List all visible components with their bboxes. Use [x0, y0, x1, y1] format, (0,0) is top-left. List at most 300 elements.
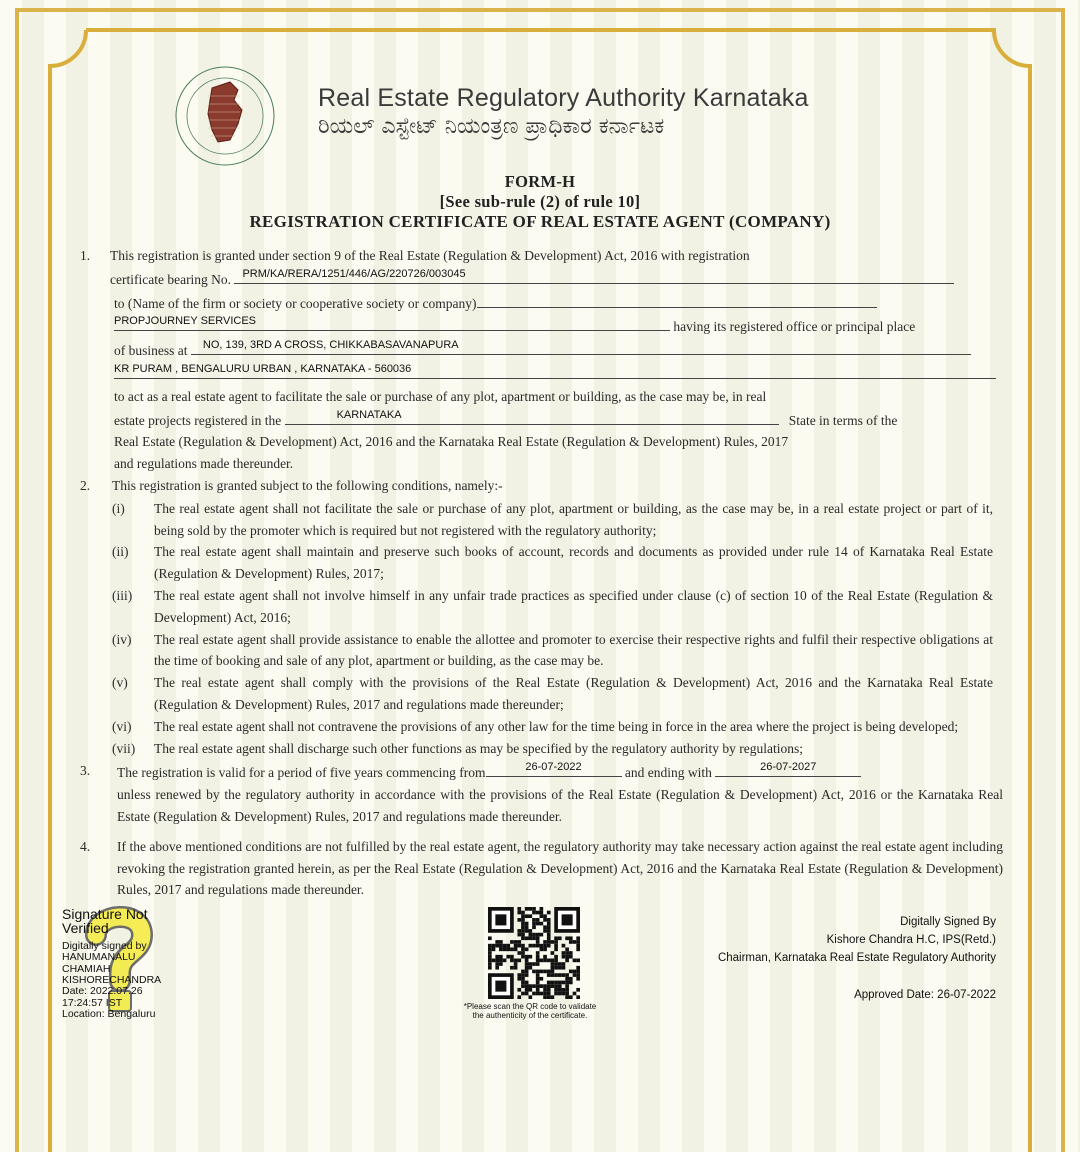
ending-label: and ending with: [624, 765, 712, 781]
qr-module: [488, 948, 492, 952]
condition-label: (v): [112, 675, 128, 691]
qr-module: [517, 959, 521, 963]
qr-module: [547, 940, 551, 944]
qr-module: [547, 981, 551, 985]
qr-module: [495, 940, 499, 944]
qr-module: [547, 929, 551, 933]
qr-module: [547, 944, 551, 948]
qr-module: [540, 948, 544, 952]
condition-item: [112, 738, 993, 760]
qr-module: [525, 922, 529, 926]
qr-module: [558, 973, 562, 977]
qr-module: [569, 977, 573, 981]
qr-module: [499, 959, 503, 963]
signatory-block: [718, 913, 996, 967]
qr-module: [517, 940, 521, 944]
qr-module: [521, 992, 525, 996]
qr-module: [562, 955, 566, 959]
qr-module: [488, 944, 492, 948]
qr-module: [554, 981, 558, 985]
signed-by-label: Digitally Signed By: [900, 916, 996, 929]
qr-module: [528, 944, 532, 948]
qr-module: [565, 951, 569, 955]
qr-module: [510, 955, 514, 959]
qr-module: [528, 988, 532, 992]
qr-module: [525, 988, 529, 992]
qr-module: [536, 918, 540, 922]
qr-note: [440, 1002, 620, 1020]
qr-module: [547, 922, 551, 926]
signatory-designation: Chairman, Karnataka Real Estate Regulatory Authority: [717, 952, 996, 965]
start-date-value: 26-07-2022: [525, 761, 582, 774]
qr-module: [551, 966, 555, 970]
qr-module: [547, 988, 551, 992]
section-2: [0, 475, 1080, 759]
qr-note-line: *Please scan the QR code to validate: [463, 1002, 597, 1012]
section-3: [0, 760, 1080, 827]
qr-module: [565, 973, 569, 977]
qr-module: [573, 940, 577, 944]
approved-date: Approved Date: 26-07-2022: [854, 989, 996, 1002]
qr-module: [528, 962, 532, 966]
address-value-2: KR PURAM , BENGALURU URBAN , KARNATAKA - 560036: [114, 362, 412, 375]
qr-module: [576, 940, 580, 944]
form-heading: [0, 172, 1080, 232]
reg-no-field: [234, 267, 954, 284]
qr-module: [506, 948, 510, 952]
qr-module: [569, 995, 573, 999]
qr-module: [495, 962, 499, 966]
qr-module: [551, 940, 555, 944]
qr-module: [528, 914, 532, 918]
qr-module: [495, 959, 499, 963]
qr-finder: [495, 914, 506, 925]
authority-title-kannada: ರಿಯಲ್ ಎಸ್ಟೇಟ್ ನಿಯಂತ್ರಣ ಪ್ರಾಧಿಕಾರ ಕರ್ನಾಟಕ: [318, 114, 665, 139]
qr-module: [565, 992, 569, 996]
qr-module: [506, 955, 510, 959]
validity-label: The registration is valid for a period of five years commencing from: [117, 765, 486, 781]
qr-module: [528, 937, 532, 941]
qr-module: [499, 944, 503, 948]
signatory-name: Kishore Chandra H.C, IPS(Retd.): [826, 934, 996, 947]
qr-module: [569, 940, 573, 944]
qr-module: [565, 948, 569, 952]
qr-module: [536, 911, 540, 915]
condition-item: [112, 585, 993, 629]
firm-label-fill: [477, 291, 877, 308]
signature-line: 17:24:57 IST: [62, 996, 123, 1009]
qr-module: [492, 959, 496, 963]
qr-module: [565, 981, 569, 985]
qr-module: [547, 918, 551, 922]
qr-module: [543, 959, 547, 963]
qr-module: [532, 922, 536, 926]
qr-module: [536, 977, 540, 981]
firm-name-value: PROPJOURNEY SERVICES: [114, 315, 257, 328]
qr-module: [536, 962, 540, 966]
qr-module: [554, 940, 558, 944]
qr-module: [551, 962, 555, 966]
qr-module: [517, 988, 521, 992]
qr-module: [576, 970, 580, 974]
qr-module: [547, 992, 551, 996]
certificate-body: [0, 245, 1080, 1042]
qr-module: [562, 966, 566, 970]
qr-module: [547, 970, 551, 974]
qr-module: [562, 962, 566, 966]
qr-module: [514, 948, 518, 952]
qr-module: [517, 918, 521, 922]
qr-module: [536, 937, 540, 941]
qr-module: [510, 940, 514, 944]
qr-module: [554, 966, 558, 970]
state-line: [114, 408, 1080, 432]
qr-module: [495, 966, 499, 970]
address-field-1: [191, 338, 971, 355]
qr-module: [536, 933, 540, 937]
qr-module: [536, 955, 540, 959]
condition-text: The real estate agent shall not facilitate the sale or purchase of any plot, apartment or building, as the case may be, in a real estate project or part of it, being sold by the promoter which is required but not registered with the regulatory authority;: [154, 500, 993, 538]
qr-module: [517, 951, 521, 955]
qr-module: [488, 959, 492, 963]
qr-module: [543, 914, 547, 918]
state-field: [285, 408, 779, 425]
condition-text: The real estate agent shall not contravene the provisions of any other law for the time being in force in the area where the project is being developed;: [154, 718, 959, 734]
qr-module: [528, 995, 532, 999]
section-1-number: 1.: [80, 248, 91, 263]
conditions-intro: This registration is granted subject to the following conditions, namely:-: [112, 477, 503, 493]
qr-module: [510, 948, 514, 952]
qr-module: [532, 926, 536, 930]
qr-module: [521, 955, 525, 959]
qr-module: [569, 955, 573, 959]
qr-module: [569, 970, 573, 974]
qr-module: [536, 992, 540, 996]
section-1-line: to act as a real estate agent to facilitate the sale or purchase of any plot, apartment or building, as the case may be, in real: [114, 388, 767, 404]
qr-module: [551, 973, 555, 977]
qr-module: [573, 959, 577, 963]
qr-module: [540, 922, 544, 926]
qr-module: [554, 959, 558, 963]
qr-module: [540, 977, 544, 981]
qr-module: [514, 962, 518, 966]
qr-module: [521, 948, 525, 952]
qr-module: [536, 951, 540, 955]
qr-module: [554, 944, 558, 948]
qr-module: [517, 995, 521, 999]
qr-module: [521, 914, 525, 918]
qr-module: [562, 988, 566, 992]
qr-module: [573, 992, 577, 996]
address-value-1: NO, 139, 3RD A CROSS, CHIKKABASAVANAPURA: [202, 339, 459, 352]
qr-module: [536, 984, 540, 988]
section-2-number: 2.: [80, 477, 91, 493]
qr-module: [525, 937, 529, 941]
section-4: [0, 836, 1080, 901]
qr-module: [576, 977, 580, 981]
condition-item: [112, 541, 993, 585]
reg-no-line: [110, 267, 1080, 291]
qr-module: [517, 977, 521, 981]
qr-module: [492, 944, 496, 948]
qr-module: [532, 984, 536, 988]
qr-module: [536, 922, 540, 926]
condition-item: [112, 498, 993, 542]
qr-code[interactable]: [488, 907, 580, 999]
qr-module: [521, 918, 525, 922]
qr-module: [540, 944, 544, 948]
qr-finder: [495, 981, 506, 992]
qr-module: [499, 955, 503, 959]
qr-module: [562, 951, 566, 955]
qr-module: [562, 992, 566, 996]
qr-module: [521, 929, 525, 933]
form-name: FORM-H: [504, 172, 576, 191]
qr-module: [525, 926, 529, 930]
qr-module: [525, 973, 529, 977]
section-1-line: This registration is granted under section 9 of the Real Estate (Regulation & Development) Act, 2016 with registration: [110, 248, 750, 263]
qr-module: [540, 933, 544, 937]
signature-line: HANUMANALU: [62, 951, 136, 964]
qr-module: [554, 955, 558, 959]
qr-module: [547, 995, 551, 999]
qr-module: [517, 933, 521, 937]
qr-module: [521, 926, 525, 930]
qr-module: [551, 981, 555, 985]
qr-module: [543, 992, 547, 996]
qr-module: [525, 907, 529, 911]
qr-note-line: the authenticity of the certificate.: [472, 1011, 588, 1021]
qr-module: [532, 911, 536, 915]
qr-module: [554, 937, 558, 941]
qr-module: [543, 940, 547, 944]
qr-module: [528, 929, 532, 933]
qr-module: [543, 955, 547, 959]
qr-module: [551, 951, 555, 955]
condition-item: [112, 629, 993, 673]
end-date-value: 26-07-2027: [760, 761, 817, 774]
qr-module: [517, 911, 521, 915]
qr-module: [565, 955, 569, 959]
certificate-title: REGISTRATION CERTIFICATE OF REAL ESTATE AGENT (COMPANY): [249, 212, 831, 231]
qr-module: [558, 981, 562, 985]
qr-module: [554, 992, 558, 996]
qr-module: [576, 959, 580, 963]
condition-text: The real estate agent shall not involve himself in any unfair trade practices as specified under clause (c) of section 10 of the Real Estate (Regulation & Development) Act, 2016;: [154, 587, 993, 625]
qr-module: [525, 966, 529, 970]
condition-label: (i): [112, 500, 125, 516]
qr-module: [543, 948, 547, 952]
qr-module: [543, 970, 547, 974]
qr-module: [569, 981, 573, 985]
qr-module: [551, 959, 555, 963]
qr-module: [554, 984, 558, 988]
qr-module: [547, 937, 551, 941]
qr-module: [565, 995, 569, 999]
section-3-number: 3.: [80, 763, 91, 779]
business-label: of business at: [114, 343, 188, 359]
section-1: [0, 245, 1080, 475]
qr-module: [562, 973, 566, 977]
firm-label: to (Name of the firm or society or cooperative society or company): [114, 295, 477, 311]
qr-module: [554, 948, 558, 952]
qr-module: [525, 948, 529, 952]
section-4-text: If the above mentioned conditions are not fulfilled by the real estate agent, the regulatory authority may take necessary action against the real estate agent including revoking the registration granted herein, as per the Real Estate (Regulation & Development) Act, 2016 and the Karnataka Real Estate (Regulation & Development) Rules, 2017 and regulations made thereunder.: [117, 838, 1003, 898]
qr-module: [540, 959, 544, 963]
qr-module: [521, 977, 525, 981]
qr-module: [558, 984, 562, 988]
qr-module: [499, 962, 503, 966]
qr-module: [532, 970, 536, 974]
condition-label: (vii): [112, 740, 136, 756]
qr-module: [573, 970, 577, 974]
address-field-2: [114, 362, 996, 379]
rera-karnataka-seal-logo: [150, 66, 300, 166]
reg-no-value: PRM/KA/RERA/1251/446/AG/220726/003045: [242, 267, 466, 280]
qr-module: [551, 984, 555, 988]
qr-module: [499, 948, 503, 952]
qr-module: [532, 937, 536, 941]
qr-module: [525, 929, 529, 933]
validity-line: [117, 760, 1003, 784]
qr-module: [525, 970, 529, 974]
qr-module: [521, 973, 525, 977]
condition-text: The real estate agent shall maintain and preserve such books of account, records and documents as provided under rule 14 of Karnataka Real Estate (Regulation & Development) Rules, 2017;: [154, 544, 993, 582]
signature-line: Date: 2022.07.26: [62, 985, 143, 998]
qr-module: [514, 959, 518, 963]
signature-line: KISHORECHANDRA: [62, 974, 162, 986]
qr-module: [536, 981, 540, 985]
qr-module: [543, 988, 547, 992]
address-line-2: [114, 362, 1080, 386]
qr-module: [532, 907, 536, 911]
qr-module: [514, 944, 518, 948]
qr-module: [543, 984, 547, 988]
qr-module: [517, 907, 521, 911]
qr-module: [525, 959, 529, 963]
qr-module: [543, 944, 547, 948]
qr-module: [543, 926, 547, 930]
qr-module: [565, 984, 569, 988]
condition-text: The real estate agent shall discharge such other functions as may be specified by the regulatory authority by regulations;: [154, 740, 804, 756]
qr-module: [547, 984, 551, 988]
qr-module: [576, 973, 580, 977]
condition-text: The real estate agent shall comply with the provisions of the Real Estate (Regulation & Development) Act, 2016 and the Karnataka Real Estate (Regulation & Development) Rules, 2017 and regulations made thereunder;: [154, 675, 993, 712]
qr-module: [547, 933, 551, 937]
qr-module: [517, 929, 521, 933]
qr-module: [532, 944, 536, 948]
start-date-field: [486, 760, 622, 777]
qr-module: [503, 944, 507, 948]
qr-module: [532, 992, 536, 996]
condition-label: (iv): [112, 631, 132, 647]
authority-title-english: Real Estate Regulatory Authority Karnataka: [318, 84, 809, 112]
qr-module: [488, 955, 492, 959]
office-label: having its registered office or principal place: [673, 319, 916, 335]
qr-module: [525, 984, 529, 988]
qr-module: [514, 966, 518, 970]
qr-module: [551, 970, 555, 974]
qr-module: [521, 984, 525, 988]
qr-module: [540, 907, 544, 911]
qr-finder: [562, 914, 573, 925]
qr-module: [525, 981, 529, 985]
firm-label-line: [114, 291, 1080, 315]
condition-item: [112, 672, 993, 716]
section-4-number: 4.: [80, 838, 91, 854]
qr-module: [558, 992, 562, 996]
qr-module: [525, 955, 529, 959]
qr-module: [543, 929, 547, 933]
qr-module: [576, 948, 580, 952]
qr-module: [528, 907, 532, 911]
qr-module: [576, 944, 580, 948]
firm-name-line: [114, 314, 1080, 338]
qr-module: [540, 992, 544, 996]
certificate-footer: [0, 907, 1080, 1042]
firm-name-field: [114, 314, 670, 331]
qr-module: [528, 955, 532, 959]
qr-module: [554, 973, 558, 977]
qr-module: [540, 914, 544, 918]
qr-module: [576, 995, 580, 999]
qr-module: [510, 966, 514, 970]
qr-module: [547, 959, 551, 963]
qr-module: [558, 966, 562, 970]
qr-module: [576, 937, 580, 941]
qr-module: [528, 984, 532, 988]
qr-module: [536, 940, 540, 944]
qr-module: [517, 944, 521, 948]
qr-module: [558, 962, 562, 966]
qr-module: [565, 937, 569, 941]
qr-module: [521, 922, 525, 926]
qr-module: [565, 988, 569, 992]
qr-module: [547, 973, 551, 977]
qr-module: [540, 984, 544, 988]
qr-module: [525, 914, 529, 918]
section-1-line: and regulations made thereunder.: [114, 456, 294, 472]
state-label: estate projects registered in the: [114, 412, 282, 428]
qr-module: [562, 944, 566, 948]
qr-module: [547, 926, 551, 930]
qr-module: [565, 977, 569, 981]
qr-module: [540, 970, 544, 974]
qr-module: [558, 937, 562, 941]
condition-label: (vi): [112, 718, 132, 734]
state-suffix: State in terms of the: [788, 412, 898, 428]
signature-line: Digitally signed by: [62, 940, 147, 953]
qr-module: [514, 940, 518, 944]
qr-module: [517, 973, 521, 977]
qr-module: [503, 948, 507, 952]
qr-module: [532, 962, 536, 966]
form-rule: [See sub-rule (2) of rule 10]: [439, 192, 641, 211]
qr-module: [492, 948, 496, 952]
qr-module: [521, 981, 525, 985]
qr-module: [521, 937, 525, 941]
qr-module: [543, 918, 547, 922]
validity-text: unless renewed by the regulatory authority in accordance with the provisions of the Real Estate (Regulation & Development) Act, 2016 or the Karnataka Real Estate (Regulation & Development) Rules, 2017 and regulations made thereunder.: [117, 787, 1003, 824]
state-value: KARNATAKA: [336, 408, 402, 421]
qr-module: [528, 933, 532, 937]
qr-module: [521, 951, 525, 955]
condition-label: (ii): [112, 544, 129, 560]
condition-item: [112, 716, 993, 738]
qr-module: [499, 940, 503, 944]
qr-module: [488, 962, 492, 966]
qr-module: [562, 981, 566, 985]
